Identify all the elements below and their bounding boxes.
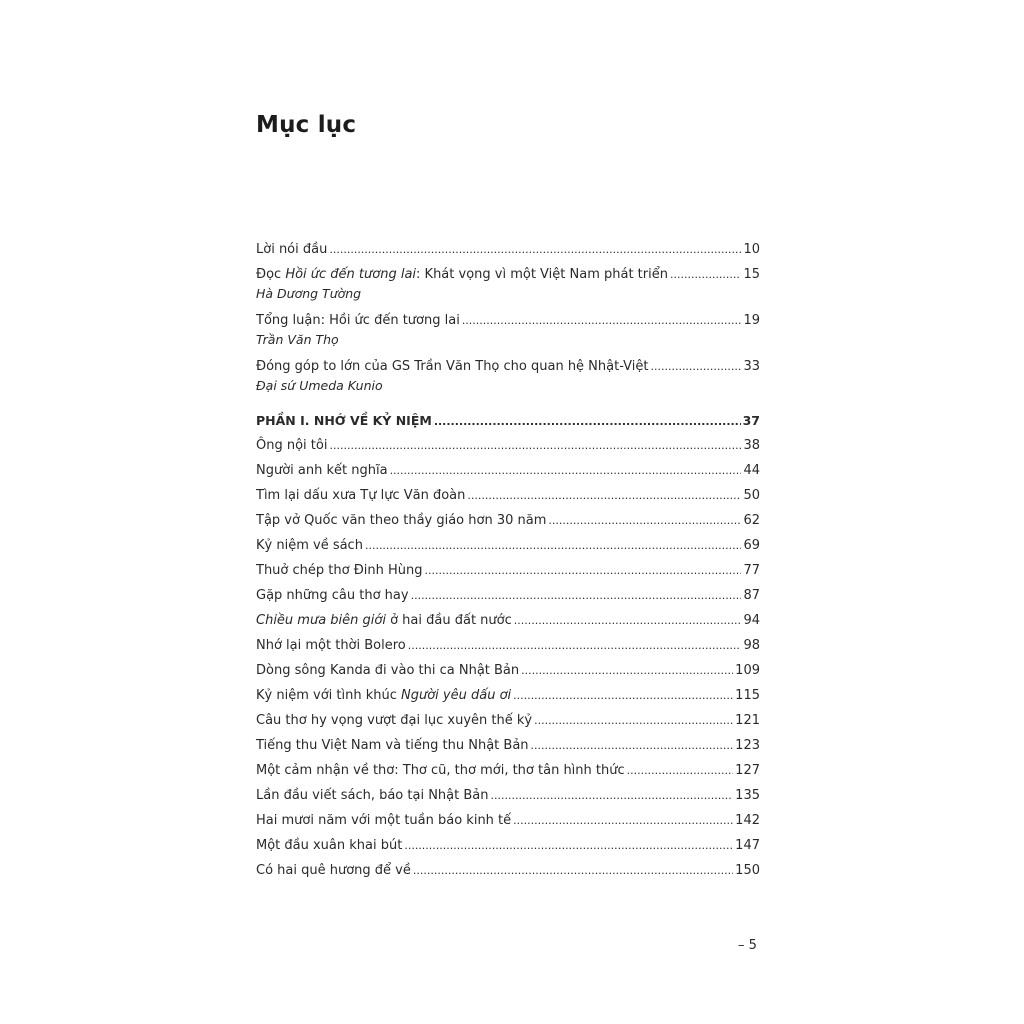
part-heading-page: 37: [742, 413, 760, 428]
dot-leader: [329, 237, 741, 262]
toc-entry: [256, 783, 760, 808]
entry-title-segment: Câu thơ hy vọng vượt đại lục xuyên thế kỷ: [256, 713, 533, 728]
dot-leader: [390, 458, 742, 483]
toc-entry: [256, 733, 760, 758]
entry-page-number: 15: [743, 267, 760, 282]
toc-entry: [256, 583, 760, 608]
entry-title-segment: Hai mươi năm với một tuần báo kinh tế: [256, 813, 512, 828]
entry-title-segment: : Khát vọng vì một Việt Nam phát triển: [416, 267, 668, 282]
dot-leader: [513, 808, 733, 833]
part1-entries: [256, 433, 760, 883]
entry-title: [256, 783, 489, 808]
entry-page-number: 19: [743, 313, 760, 328]
entry-title-segment: Chiều mưa biên giới: [256, 613, 386, 628]
dot-leader: [329, 433, 741, 458]
entry-title-segment: Một cảm nhận về thơ: Thơ cũ, thơ mới, thơ tân hình thức: [256, 763, 625, 778]
page-number: – 5: [738, 938, 757, 953]
dot-leader: [434, 409, 741, 434]
entry-title: [256, 508, 546, 533]
entry-title: [256, 633, 406, 658]
entry-page-number: 109: [735, 663, 760, 678]
toc-entry: [256, 508, 760, 533]
entry-page-number: 115: [735, 688, 760, 703]
entry-title-segment: Nhớ lại một thời Bolero: [256, 638, 406, 653]
entry-title-segment: Thuở chép thơ Đinh Hùng: [256, 563, 423, 578]
entry-title-segment: Lời nói đầu: [256, 242, 328, 257]
entry-title: [256, 237, 327, 262]
entry-page-number: 62: [743, 513, 760, 528]
toc-entry: [256, 237, 760, 262]
dot-leader: [425, 558, 742, 583]
entry-title: [256, 533, 363, 558]
entry-title: [256, 733, 529, 758]
entry-title-segment: Một đầu xuân khai bút: [256, 838, 403, 853]
table-of-contents: [256, 237, 760, 883]
dot-leader: [365, 533, 742, 558]
entry-title-segment: Dòng sông Kanda đi vào thi ca Nhật Bản: [256, 663, 520, 678]
entry-title-segment: Đọc: [256, 267, 286, 282]
entry-page-number: 121: [735, 713, 760, 728]
toc-entry: [256, 683, 760, 708]
dot-leader: [650, 354, 741, 379]
toc-entry: [256, 658, 760, 683]
entry-page-number: 77: [743, 563, 760, 578]
part-heading-row: [256, 408, 760, 433]
entry-title: [256, 833, 402, 858]
dot-leader: [513, 683, 733, 708]
dot-leader: [514, 608, 742, 633]
entry-title-segment: Kỷ niệm với tình khúc: [256, 688, 401, 703]
entry-author: Trần Văn Thọ: [256, 332, 339, 347]
entry-title: [256, 458, 388, 483]
entry-title: [256, 858, 411, 883]
toc-entry: [256, 262, 760, 304]
toc-entry: [256, 433, 760, 458]
entry-title: [256, 558, 423, 583]
dot-leader: [413, 858, 733, 883]
toc-entry: [256, 858, 760, 883]
part-heading: PHẦN I. NHỚ VỀ KỶ NIỆM: [256, 413, 432, 428]
entry-title-segment: Gặp những câu thơ hay: [256, 588, 409, 603]
entry-page-number: 142: [735, 813, 760, 828]
entry-title-segment: Ông nội tôi: [256, 438, 328, 453]
dot-leader: [462, 308, 742, 333]
entry-title-segment: Kỷ niệm về sách: [256, 538, 363, 553]
entry-title-segment: Có hai quê hương để về: [256, 863, 411, 878]
entry-title-segment: Tập vở Quốc văn theo thầy giáo hơn 30 năm: [256, 513, 547, 528]
entry-page-number: 69: [743, 538, 760, 553]
entry-title: [256, 658, 519, 683]
entry-title: [256, 608, 512, 633]
toc-entry: [256, 354, 760, 396]
dot-leader: [491, 783, 734, 808]
entry-title-segment: Người yêu dấu ơi: [401, 688, 512, 703]
entry-page-number: 87: [743, 588, 760, 603]
entry-title: [256, 808, 511, 833]
toc-entry: [256, 833, 760, 858]
dot-leader: [404, 833, 733, 858]
entry-title-segment: Tìm lại dấu xưa Tự lực Văn đoàn: [256, 488, 466, 503]
entry-page-number: 147: [735, 838, 760, 853]
toc-entry: [256, 633, 760, 658]
entry-page-number: 44: [743, 463, 760, 478]
toc-entry: [256, 558, 760, 583]
entry-title-segment: Đóng góp to lớn của GS Trần Văn Thọ cho quan hệ Nhật-Việt: [256, 359, 649, 374]
dot-leader: [627, 758, 734, 783]
toc-entry: [256, 533, 760, 558]
dot-leader: [467, 483, 741, 508]
entry-title-segment: ở hai đầu đất nước: [385, 613, 512, 628]
entry-title-segment: Tổng luận: Hồi ức đến tương lai: [256, 313, 460, 328]
page-title: Mục lục: [256, 112, 357, 138]
entry-page-number: 38: [743, 438, 760, 453]
entry-title: [256, 683, 511, 708]
toc-entry: [256, 708, 760, 733]
dot-leader: [534, 708, 733, 733]
entry-title: [256, 433, 327, 458]
entry-title: [256, 758, 625, 783]
toc-entry: [256, 483, 760, 508]
entry-author: Đại sứ Umeda Kunio: [256, 378, 383, 393]
entry-page-number: 123: [735, 738, 760, 753]
entry-page-number: 33: [743, 359, 760, 374]
entry-page-number: 98: [743, 638, 760, 653]
dot-leader: [521, 658, 733, 683]
dot-leader: [531, 733, 734, 758]
entry-title-segment: Người anh kết nghĩa: [256, 463, 388, 478]
front-matter-list: [256, 237, 760, 396]
entry-title: [256, 708, 532, 733]
dot-leader: [548, 508, 741, 533]
entry-page-number: 94: [743, 613, 760, 628]
toc-entry: [256, 758, 760, 783]
entry-page-number: 135: [735, 788, 760, 803]
entry-page-number: 150: [735, 863, 760, 878]
entry-title: [256, 583, 409, 608]
entry-page-number: 10: [743, 242, 760, 257]
dot-leader: [411, 583, 742, 608]
entry-title: [256, 483, 465, 508]
entry-page-number: 127: [735, 763, 760, 778]
toc-entry: [256, 458, 760, 483]
entry-title-segment: Hồi ức đến tương lai: [285, 267, 417, 282]
toc-entry: [256, 608, 760, 633]
entry-title-segment: Tiếng thu Việt Nam và tiếng thu Nhật Bản: [256, 738, 529, 753]
entry-page-number: 50: [743, 488, 760, 503]
entry-author: Hà Dương Tường: [256, 286, 362, 301]
toc-entry: [256, 308, 760, 350]
dot-leader: [408, 633, 742, 658]
entry-title-segment: Lần đầu viết sách, báo tại Nhật Bản: [256, 788, 489, 803]
toc-entry: [256, 808, 760, 833]
dot-leader: [670, 262, 741, 287]
